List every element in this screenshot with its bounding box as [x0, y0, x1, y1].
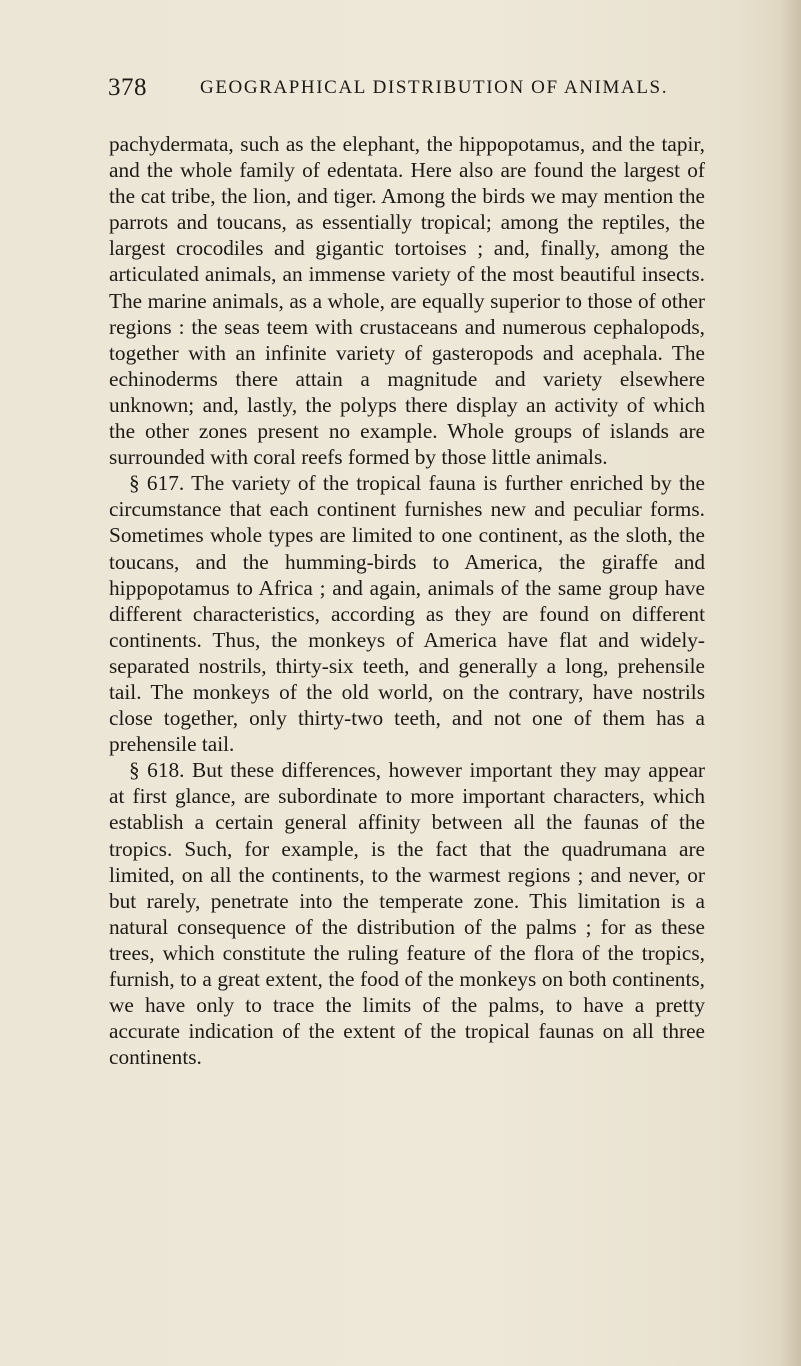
header-title: GEOGRAPHICAL DISTRIBUTION OF ANIMALS.: [200, 77, 669, 98]
page-number: 378: [108, 74, 147, 101]
body-text: [109, 131, 705, 1070]
paragraph-continuation: pachydermata, such as the elephant, the hippopotamus, and the tapir, and the whole family of edentata. Here also are found the largest of the cat tribe, the lion, and tiger. Among the birds we may mention the parrots and toucans, as essentially tropical; among the reptiles, the largest crocodiles and gigantic tortoises ; and, finally, among the articulated animals, an immense variety of the most beautiful insects. The marine animals, as a whole, are equally superior to those of other regions : the seas teem with crustaceans and numerous cephalopods, together with an infinite variety of gasteropods and acephala. The echinoderms there attain a magnitude and variety elsewhere unknown; and, lastly, the polyps there display an activity of which the other zones present no example. Whole groups of islands are surrounded with coral reefs formed by those little animals.: [109, 132, 705, 470]
paragraph-618: § 618. But these differences, however important they may appear at first glance, are subordinate to more important characters, which establish a certain general affinity between all the faunas of the tropics. Such, for example, is the fact that the quadrumana are limited, on all the continents, to the warmest regions ; and never, or but rarely, penetrate into the temperate zone. This limitation is a natural consequence of the distribution of the palms ; for as these trees, which constitute the ruling feature of the flora of the tropics, furnish, to a great extent, the food of the monkeys on both continents, we have only to trace the limits of the palms, to have a pretty accurate indication of the extent of the tropical faunas on all three continents.: [109, 758, 705, 1070]
paragraph-617: § 617. The variety of the tropical fauna is further enriched by the circumstance that each continent furnishes new and peculiar forms. Sometimes whole types are limited to one continent, as the sloth, the toucans, and the humming-birds to America, the giraffe and hippopotamus to Africa ; and again, animals of the same group have different characteristics, according as they are found on different continents. Thus, the monkeys of America have flat and widely-separated nostrils, thirty-six teeth, and generally a long, prehensile tail. The monkeys of the old world, on the contrary, have nostrils close together, only thirty-two teeth, and not one of them has a prehensile tail.: [109, 471, 705, 757]
page-edge-shadow: [779, 0, 801, 1366]
running-head: [108, 74, 688, 108]
